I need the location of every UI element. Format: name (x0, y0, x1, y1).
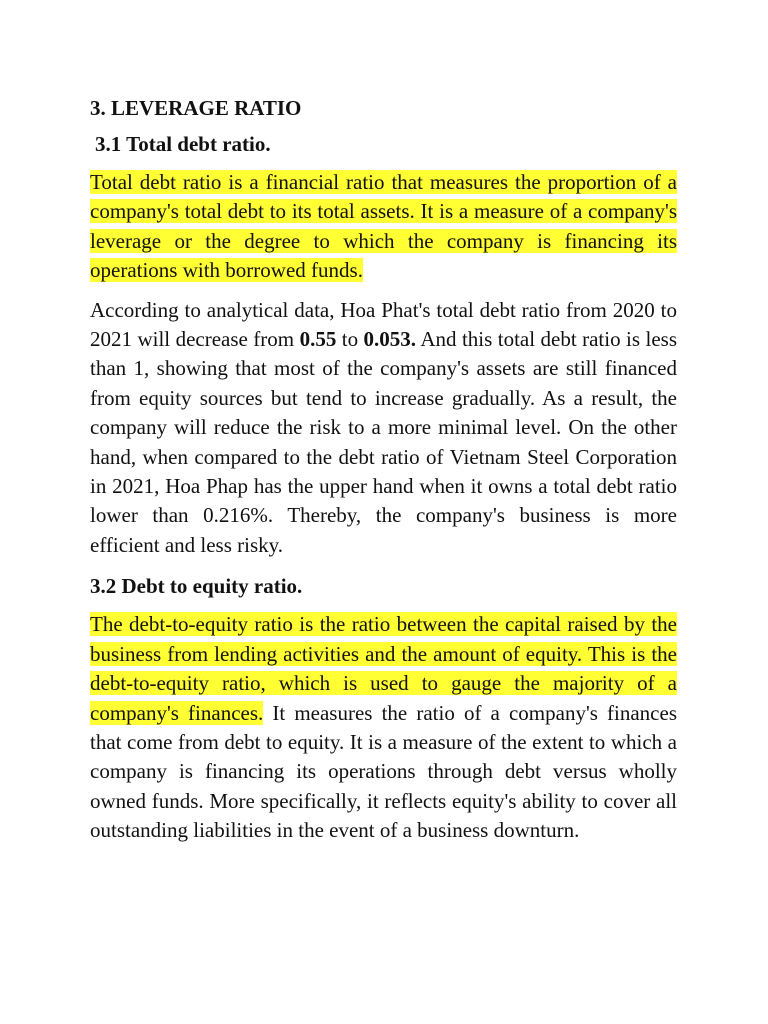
total-debt-definition-paragraph (90, 168, 677, 286)
analysis-text-part: According to analytical data, Hoa Phat's total debt ratio from 2020 to 2021 will decrease from (90, 297, 677, 352)
ratio-value-2020: 0.55 (299, 327, 337, 352)
analysis-text-part: And this total debt ratio is less than 1, showing that most of the company's assets are still financed from equity sources but tend to increase gradually. As a result, the company will reduce the risk to a more minimal level. On the other hand, when compared to the debt ratio of Vietnam Steel Corporation in 2021, Hoa Phap has the upper hand when it owns a total debt ratio lower than 0.216%. Thereby, the company's business is more efficient and less risky. (90, 327, 677, 557)
total-debt-analysis-paragraph (90, 296, 677, 561)
document-page (90, 92, 677, 856)
subsection-heading-debt-equity: 3.2 Debt to equity ratio. (90, 574, 303, 599)
section-heading: 3. LEVERAGE RATIO (90, 96, 302, 120)
highlighted-text: The debt-to-equity ratio is the ratio between the capital raised by the business from lending activities and the amount of equity. This is the debt-to-equity ratio, which is used to gauge the majority of a company's finances. (90, 612, 677, 725)
subsection-heading-total-debt: 3.1 Total debt ratio. (95, 132, 271, 156)
highlighted-text: Total debt ratio is a financial ratio that measures the proportion of a company's total debt to its total assets. It is a measure of a company's leverage or the degree to which the company is financing its operations with borrowed funds. (90, 170, 677, 283)
debt-equity-paragraph (90, 610, 677, 845)
debt-equity-text: It measures the ratio of a company's finances that come from debt to equity. It is a measure of the extent to which a company is financing its operations through debt versus wholly owned funds. More specifically, it reflects equity's ability to cover all outstanding liabilities in the event of a business downturn. (90, 700, 677, 843)
analysis-text-part: to (336, 327, 364, 352)
ratio-value-2021: 0.053. (363, 327, 417, 352)
